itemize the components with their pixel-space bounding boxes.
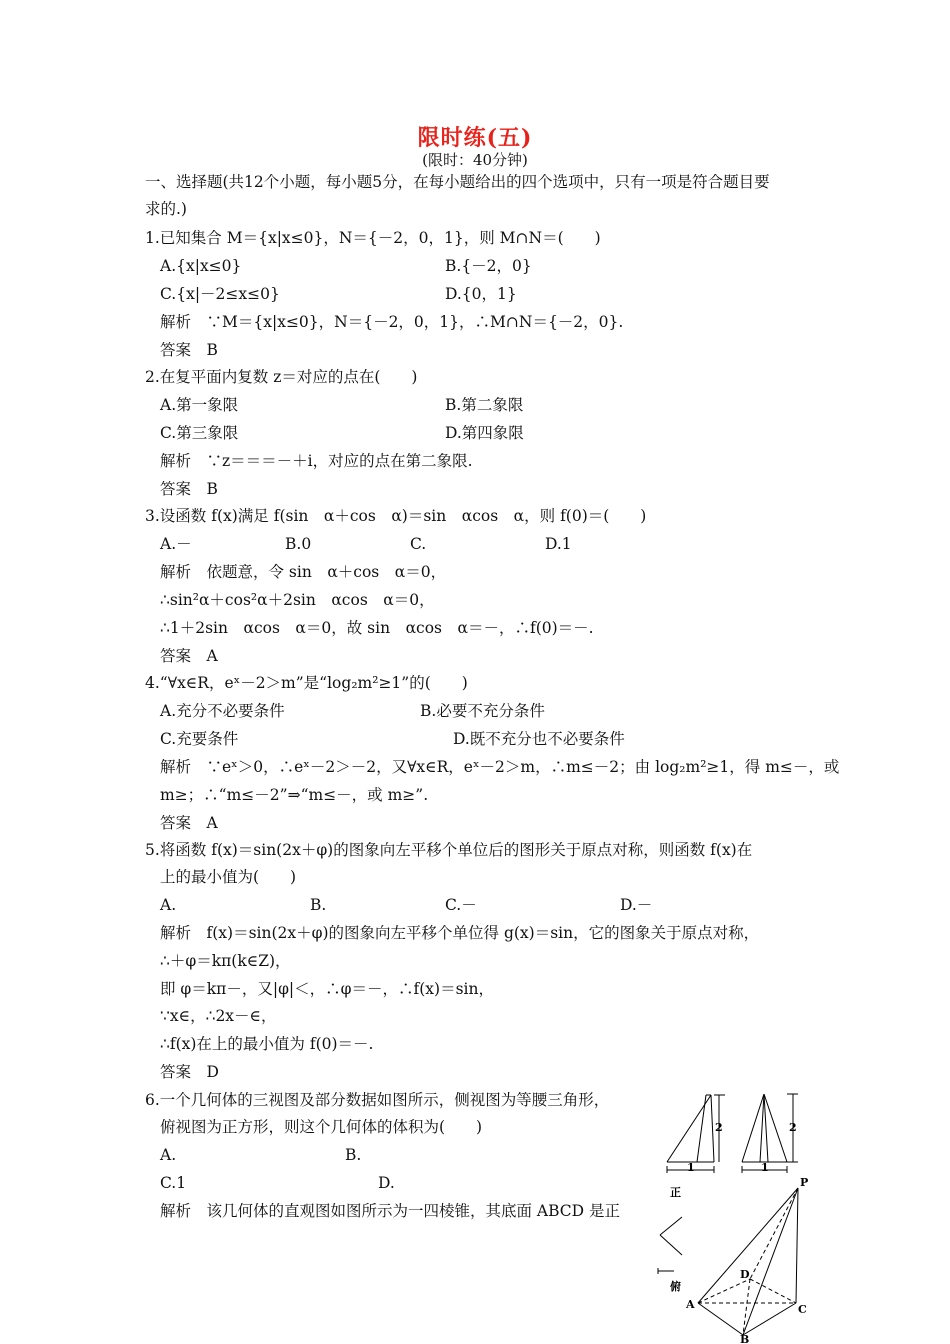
q5-option-a: A. xyxy=(160,896,177,914)
section-intro-line-2: 求的.) xyxy=(145,200,187,218)
q5-stem-line-1: 5.将函数 f(x)＝sin(2x＋φ)的图象向左平移个单位后的图形关于原点对称，则函数 f(x)在 xyxy=(145,841,753,859)
q3-option-b: B.0 xyxy=(285,535,312,553)
pyramid-solid-edges xyxy=(698,1188,798,1335)
pyramid-hidden-edges xyxy=(698,1188,798,1335)
vertex-c-label: C xyxy=(798,1303,807,1316)
q1-option-d: D.{0，1} xyxy=(445,285,517,303)
section-intro-line-1: 一、选择题(共12个小题，每小题5分，在每小题给出的四个选项中，只有一项是符合题目要 xyxy=(145,173,770,191)
q4-answer: 答案 A xyxy=(160,814,218,832)
front-view-triangle xyxy=(667,1095,714,1162)
q1-option-a: A.{x|x≤0} xyxy=(160,257,242,275)
page-title: 限时练(五) xyxy=(417,125,533,151)
q1-answer: 答案 B xyxy=(160,341,218,359)
q5-analysis-line-5: ∴f(x)在上的最小值为 f(0)＝－. xyxy=(160,1035,374,1053)
q3-analysis-line-3: ∴1＋2sin αcos α＝0，故 sin αcos α＝－，∴f(0)＝－. xyxy=(160,619,594,637)
side-width-label: 1 xyxy=(761,1161,769,1174)
q2-option-a: A.第一象限 xyxy=(160,396,239,414)
q5-answer: 答案 D xyxy=(160,1063,219,1081)
q2-option-d: D.第四象限 xyxy=(445,424,524,442)
q6-stem-line-2: 俯视图为正方形，则这个几何体的体积为( ) xyxy=(160,1118,483,1136)
q6-option-b: B. xyxy=(345,1146,362,1164)
q6-analysis: 解析 该几何体的直观图如图所示为一四棱锥，其底面 ABCD 是正 xyxy=(160,1202,621,1220)
front-view-label: 正 xyxy=(670,1186,681,1199)
vertex-p-label: P xyxy=(800,1176,809,1189)
q5-option-d: D.－ xyxy=(620,896,653,914)
q1-stem: 1.已知集合 M＝{x|x≤0}，N＝{－2，0，1}，则 M∩N＝( ) xyxy=(145,229,601,247)
q4-analysis-line-1: 解析 ∵eˣ＞0，∴eˣ－2＞－2，又∀x∈R，eˣ－2＞m，∴m≤－2；由 log₂m²≥1，得 m≤－，或 xyxy=(160,758,840,776)
q2-option-b: B.第二象限 xyxy=(445,396,524,414)
q2-analysis: 解析 ∵z＝＝＝－＋i，对应的点在第二象限. xyxy=(160,452,473,470)
q1-option-c: C.{x|－2≤x≤0} xyxy=(160,285,280,303)
q6-option-a: A. xyxy=(160,1146,177,1164)
q5-option-b: B. xyxy=(310,896,327,914)
q2-answer: 答案 B xyxy=(160,480,218,498)
vertex-a-label: A xyxy=(686,1298,695,1311)
q6-option-d: D. xyxy=(378,1174,395,1192)
q4-option-c: C.充要条件 xyxy=(160,730,239,748)
q4-option-d: D.既不充分也不必要条件 xyxy=(453,730,625,748)
q3-option-c: C. xyxy=(410,535,427,553)
top-view-label: 俯 xyxy=(670,1280,681,1293)
top-view-fragment xyxy=(658,1217,682,1274)
vertex-d-label: D xyxy=(740,1268,750,1281)
q3-stem: 3.设函数 f(x)满足 f(sin α＋cos α)＝sin αcos α，则 f(0)＝( ) xyxy=(145,507,647,525)
q1-analysis: 解析 ∵M＝{x|x≤0}，N＝{－2，0，1}，∴M∩N＝{－2，0}. xyxy=(160,313,624,331)
front-height-label: 2 xyxy=(715,1121,723,1134)
q4-analysis-line-2: m≥；∴“m≤－2”⇒“m≤－，或 m≥”. xyxy=(160,786,429,804)
q3-option-a: A.－ xyxy=(160,535,192,553)
q6-stem-line-1: 6.一个几何体的三视图及部分数据如图所示，侧视图为等腰三角形， xyxy=(145,1091,610,1109)
q5-analysis-line-1: 解析 f(x)＝sin(2x＋φ)的图象向左平移个单位得 g(x)＝sin，它的图象关于原点对称， xyxy=(160,924,760,942)
q5-analysis-line-2: ∴＋φ＝kπ(k∈Z)， xyxy=(160,952,291,970)
q3-analysis-line-1: 解析 依题意，令 sin α＋cos α＝0， xyxy=(160,563,447,581)
q3-answer: 答案 A xyxy=(160,647,218,665)
q5-option-c: C.－ xyxy=(445,896,477,914)
q3-analysis-line-2: ∴sin²α＋cos²α＋2sin αcos α＝0， xyxy=(160,591,435,609)
q3-option-d: D.1 xyxy=(545,535,572,553)
q5-analysis-line-4: ∵x∈，∴2x－∈， xyxy=(160,1007,277,1025)
q2-option-c: C.第三象限 xyxy=(160,424,239,442)
side-view-triangle xyxy=(742,1094,787,1162)
q1-option-b: B.{－2，0} xyxy=(445,257,532,275)
vertex-b-label: B xyxy=(740,1333,750,1344)
time-limit-subtitle: (限时：40分钟) xyxy=(422,151,528,169)
q4-option-a: A.充分不必要条件 xyxy=(160,702,285,720)
q2-stem: 2.在复平面内复数 z＝对应的点在( ) xyxy=(145,368,418,386)
geometry-figure xyxy=(650,1085,820,1344)
q5-stem-line-2: 上的最小值为( ) xyxy=(160,868,297,886)
q5-analysis-line-3: 即 φ＝kπ－，又|φ|＜，∴φ＝－，∴f(x)＝sin， xyxy=(160,980,494,998)
q4-stem: 4.“∀x∈R，eˣ－2＞m”是“log₂m²≥1”的( ) xyxy=(145,674,468,692)
q4-option-b: B.必要不充分条件 xyxy=(420,702,545,720)
front-width-label: 1 xyxy=(687,1161,695,1174)
q6-option-c: C.1 xyxy=(160,1174,187,1192)
side-height-label: 2 xyxy=(789,1121,797,1134)
